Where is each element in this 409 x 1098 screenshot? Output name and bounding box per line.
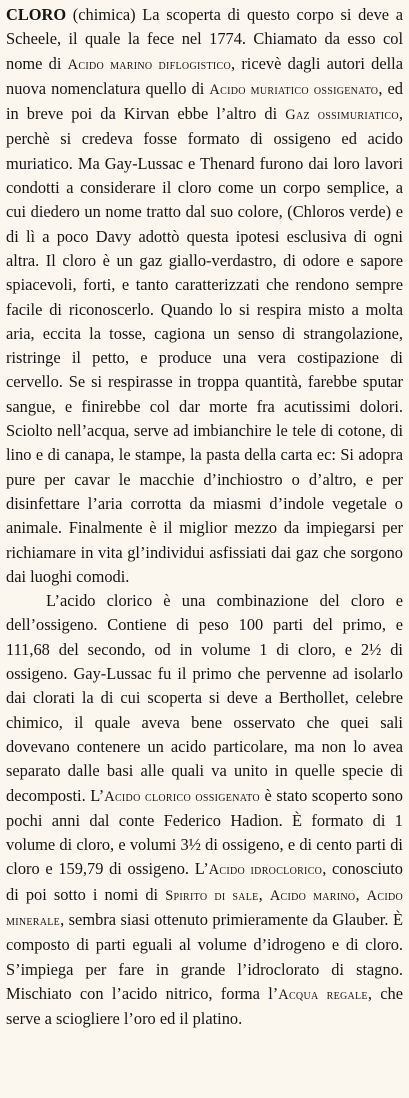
small-caps-term: Acido minerale: [6, 887, 404, 929]
entry-headword: CLORO: [6, 5, 67, 24]
paragraph-cloro: [6, 3, 403, 589]
small-caps-term: Acqua regale: [278, 986, 368, 1003]
text-segment: è stato scoperto sono pochi anni dal conte Federico Hadion. È formato di 1 volume di cloro, e volumi 3½ di ossigeno, e di cento parti di cloro e 159,79 di ossigeno. L’: [6, 785, 403, 879]
small-caps-term: Acido clorico ossigenato: [104, 788, 260, 805]
small-caps-term: Acido muriatico ossigenato: [209, 81, 379, 98]
small-caps-term: Acido idroclorico: [208, 862, 323, 879]
text-segment: ,: [258, 884, 270, 904]
text-segment: , conosciuto di poi sotto i nomi di: [6, 859, 403, 904]
text-segment: , ricevè dagli autori della nuova nomenclatura quello di: [6, 53, 403, 98]
paragraph-body-text: [6, 591, 403, 1028]
text-segment: , sembra siasi ottenuto primieramente da Glauber. È composto di parti eguali al volume d’idrogeno e di cloro. S’impiega per fare in grande l’idroclorato di stagno. Mischiato con l’acido nitrico, forma l’: [6, 909, 403, 1003]
small-caps-term: Spirito di sale: [165, 887, 259, 904]
small-caps-term: Acido marino diflogistico: [67, 56, 231, 73]
small-caps-term: Gaz ossimuriatico: [285, 107, 399, 124]
text-segment: L’acido clorico è una combinazione del cloro e dell’ossigeno. Contiene di peso 100 parti del primo, e 111,68 del secondo, od in volume 1 di cloro, e 2½ di ossigeno. Gay-Lussac fu il primo che pervenne ad isolarlo dai clorati la di cui scoperta si deve a Berthollet, celebre chimico, il quale aveva bene osservato che quei sali dovevano contenere un acido particolare, ma non lo avea separato dalle basi alle quali va unito in quelle specie di decomposti. L’: [6, 591, 403, 805]
small-caps-term: Acido marino: [269, 887, 356, 904]
entry-body-text: [6, 5, 403, 586]
text-segment: (chimica) La scoperta di questo corpo si deve a Scheele, il quale la fece nel 1774. Chiamato da esso col nome di: [6, 5, 403, 73]
text-segment: , ed in breve poi da Kirvan ebbe l’altro di: [6, 78, 403, 124]
paragraph-acido-clorico: [6, 589, 403, 1031]
text-segment: , perchè si credeva fosse formato di ossigeno ed acido muriatico. Ma Gay-Lussac e Thenard furono dai loro lavori condotti a considerare il cloro come un corpo semplice, a cui diedero un nome tratto dal suo colore, (Chloros verde) e di lì a poco Davy adottò questa ipotesi esclusiva di ogni altra. Il cloro è un gaz giallo-verdastro, di odore e sapore spiacevoli, forti, e tanto caratterizzati che rendono sempre facile di riconoscerlo. Quando lo si respira misto a molta aria, eccita la tosse, cagiona un senso di strangolazione, ristringe il petto, e produce una vera costipazione di cervello. Se si respirasse in troppa quantità, farebbe sputar sangue, e finirebbe col dar morte fra acutissimi dolori. Sciolto nell’acqua, serve ad imbianchire le tele di cotone, di lino e di canapa, le stampe, la pasta della carta ec: Si adopra pure per cavar le macchie d’inchiostro o d’altro, e per disinfettare l’aria corrotta da miasmi d’indole vegetale o animale. Finalmente è il miglior mezzo da impiegarsi per richiamare in vita gl’individui asfissiati dai gaz che sorgono dai luoghi comodi.: [6, 104, 403, 586]
text-segment: , che serve a sciogliere l’oro ed il platino.: [6, 983, 403, 1029]
text-segment: ,: [355, 884, 367, 904]
